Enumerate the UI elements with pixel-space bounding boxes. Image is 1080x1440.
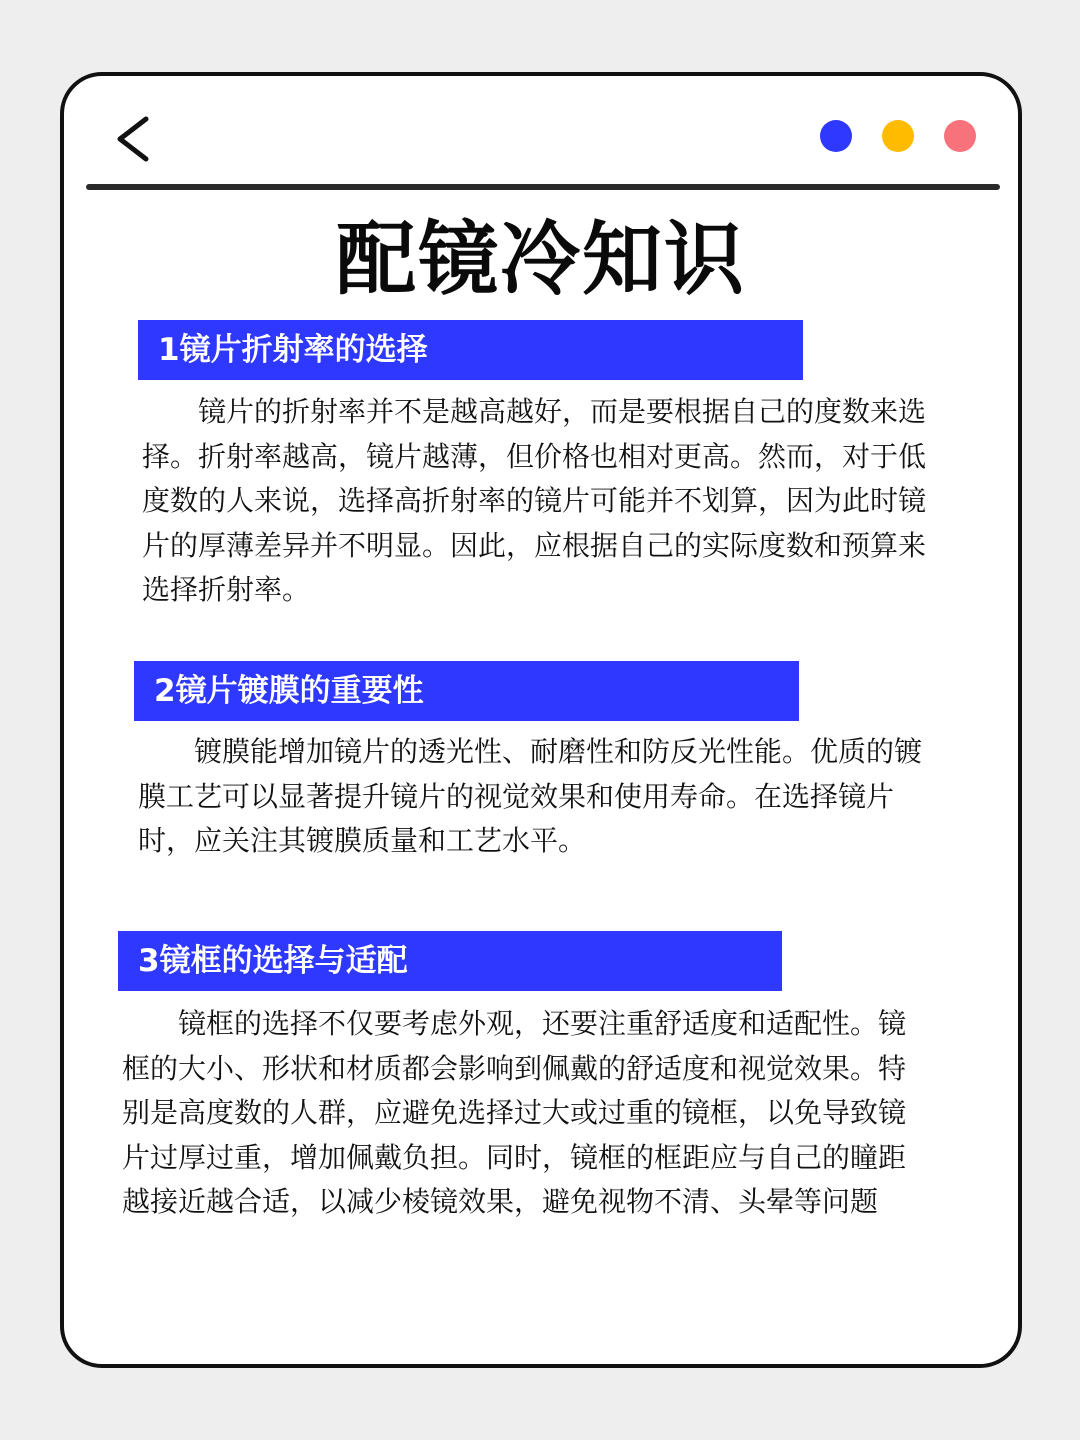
section-body-frame: 镜框的选择不仅要考虑外观，还要注重舒适度和适配性。镜框的大小、形状和材质都会影响到佩戴的舒适度和视觉效果。特别是高度数的人群，应避免选择过大或过重的镜框，以免导致镜片过厚过重，增加佩戴负担。同时，镜框的框距应与自己的瞳距越接近越合适，以减少棱镜效果，避免视物不清、头晕等问题 — [122, 1007, 907, 1218]
yellow-dot — [882, 120, 914, 152]
blue-dot — [820, 120, 852, 152]
header-divider — [86, 184, 1000, 190]
window-card — [60, 72, 1022, 1368]
pink-dot — [944, 120, 976, 152]
window-controls — [820, 120, 976, 152]
section-heading-refractive-index: 1镜片折射率的选择 — [138, 320, 803, 380]
section-heading-coating: 2镜片镀膜的重要性 — [134, 661, 799, 721]
page-title: 配镜冷知识 — [336, 213, 746, 306]
section-heading-frame: 3镜框的选择与适配 — [118, 931, 782, 991]
chevron-left-icon[interactable] — [112, 114, 152, 164]
section-body-coating: 镀膜能增加镜片的透光性、耐磨性和防反光性能。优质的镀膜工艺可以显著提升镜片的视觉效果和使用寿命。在选择镜片时，应关注其镀膜质量和工艺水平。 — [138, 735, 923, 857]
section-body-refractive-index: 镜片的折射率并不是越高越好，而是要根据自己的度数来选择。折射率越高，镜片越薄，但价格也相对更高。然而，对于低度数的人来说，选择高折射率的镜片可能并不划算，因为此时镜片的厚薄差异并不明显。因此，应根据自己的实际度数和预算来选择折射率。 — [142, 395, 927, 606]
